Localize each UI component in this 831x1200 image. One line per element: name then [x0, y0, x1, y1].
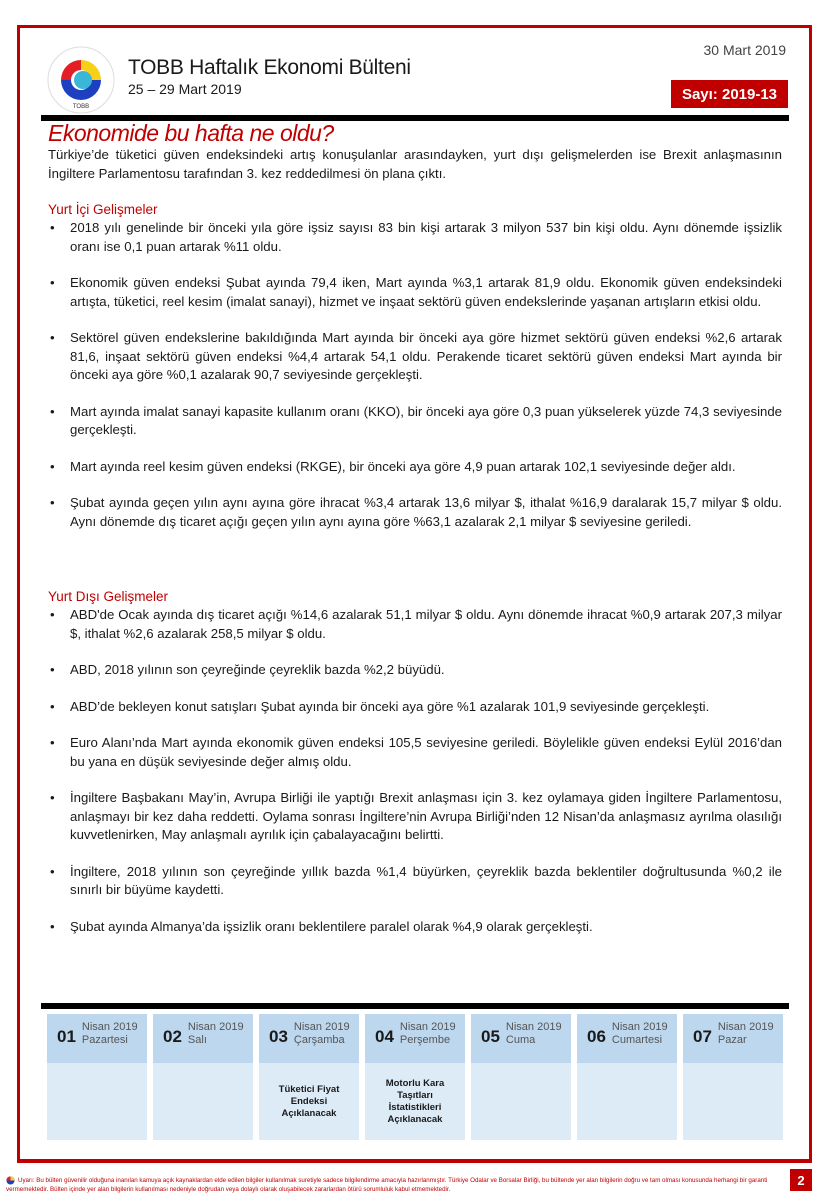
- list-item: • ABD’de bekleyen konut satışları Şubat ayında bir önceki aya göre %1 azalarak 101,9 seviyesinde gerçekleşti.: [48, 698, 782, 717]
- bullet-icon: •: [50, 662, 55, 677]
- bullet-icon: •: [50, 495, 55, 510]
- list-item: • ABD'de Ocak ayında dış ticaret açığı %14,6 azalarak 51,1 milyar $ oldu. Aynı dönemde ihracat %0,9 artarak 207,3 milyar $, ithalat %2,6 azalarak 258,5 milyar $ oldu.: [50, 607, 782, 641]
- day-number: 05: [481, 1027, 500, 1046]
- bullet-icon: •: [50, 458, 55, 474]
- day-event: [47, 1063, 147, 1140]
- bullet-icon: •: [50, 607, 55, 622]
- day-weekday: Cumartesi: [611, 1034, 663, 1046]
- page-number: 2: [790, 1169, 812, 1191]
- intro-paragraph: Türkiye’de tüketici güven endeksindeki artış konuşulanlar arasındayken, yurt dışı gelişmelerden ise Brexit anlaşmasının İngiltere Parlamentosu tarafından 3. kez reddedilmesi ön plana çıktı.: [48, 147, 782, 181]
- calendar-day: [577, 1014, 677, 1140]
- bullet-icon: •: [50, 790, 55, 805]
- list-item: • İngiltere, 2018 yılının son çeyreğinde yıllık bazda %1,4 büyürken, çeyreklik bazda beklentiler doğrultusunda %0,2 ile sınırlı bir büyüme kaydetti.: [50, 863, 782, 897]
- tobb-mini-logo-icon: [6, 1176, 15, 1185]
- bullet-icon: •: [50, 330, 55, 345]
- list-item: • Şubat ayında Almanya’da işsizlik oranı beklentilere paralel olarak %4,9 olarak gerçekleşti.: [48, 918, 782, 937]
- list-item: • ABD, 2018 yılının son çeyreğinde çeyreklik bazda %2,2 büyüdü.: [48, 661, 782, 680]
- day-event: Motorlu Kara Taşıtları İstatistikleri Açıklanacak: [365, 1063, 465, 1140]
- day-number: 04: [375, 1027, 394, 1046]
- list-item: • Mart ayında imalat sanayi kapasite kullanım oranı (KKO), bir önceki aya göre 0,3 puan yükselerek yüzde 74,3 seviyesinde gerçekleşti.: [50, 403, 782, 437]
- foreign-list: [48, 606, 782, 936]
- day-event: [153, 1063, 253, 1140]
- day-number: 06: [587, 1027, 606, 1046]
- day-weekday: Pazar: [717, 1034, 747, 1046]
- day-number: 01: [57, 1027, 76, 1046]
- day-event: [471, 1063, 571, 1140]
- day-weekday: Salı: [187, 1034, 207, 1046]
- calendar-day: [683, 1014, 783, 1140]
- page-headline: Ekonomide bu hafta ne oldu?: [48, 120, 334, 146]
- bullet-icon: •: [50, 403, 55, 419]
- day-weekday: Cuma: [505, 1034, 536, 1046]
- list-item: • Euro Alanı’nda Mart ayında ekonomik güven endeksi 105,5 seviyesine geriledi. Böylelikle güven endeksi Eylül 2016’dan bu yana en düşük seviyesinde değer almış oldu.: [50, 735, 782, 769]
- bullet-icon: •: [50, 698, 55, 714]
- date-range: 25 – 29 Mart 2019: [128, 81, 242, 97]
- day-month: Nisan 2019: [81, 1021, 138, 1033]
- day-month: Nisan 2019: [611, 1021, 668, 1033]
- bullet-icon: •: [50, 918, 55, 934]
- day-number: 07: [693, 1027, 712, 1046]
- domestic-section-title: Yurt İçi Gelişmeler: [48, 202, 158, 217]
- list-item: • Ekonomik güven endeksi Şubat ayında 79,4 iken, Mart ayında %3,1 artarak 81,9 oldu. Ekonomik güven endeksindeki artışta, tüketici, reel kesim (imalat sanayi), hizmet ve inşaat sektörü güven endekslerinde yaşanan artışların etkisi oldu.: [50, 275, 782, 309]
- calendar-day: [259, 1014, 359, 1140]
- bullet-icon: •: [50, 220, 55, 235]
- day-weekday: Çarşamba: [293, 1034, 345, 1046]
- day-month: Nisan 2019: [293, 1021, 350, 1033]
- bullet-icon: •: [50, 275, 55, 290]
- day-month: Nisan 2019: [505, 1021, 562, 1033]
- domestic-list: [48, 219, 782, 531]
- list-item: • Mart ayında reel kesim güven endeksi (RKGE), bir önceki aya göre 4,9 puan artarak 102,1 seviyesinde değer aldı.: [48, 458, 782, 477]
- calendar-day: [47, 1014, 147, 1140]
- day-number: 02: [163, 1027, 182, 1046]
- day-month: Nisan 2019: [717, 1021, 774, 1033]
- issue-badge: Sayı: 2019-13: [671, 80, 788, 108]
- bullet-icon: •: [50, 863, 55, 879]
- calendar-divider: [41, 1003, 789, 1009]
- calendar-day: [153, 1014, 253, 1140]
- footer-disclaimer: Uyarı: Bu bülten güvenilir olduğuna inanılan kamuya açık kaynaklardan elde edilen bilgiler kullanılmak suretiyle sadece bilgilendirme amacıyla hazırlanmıştır. Türkiye Odalar ve Borsalar Birliği, bu bültende yer alan bilgilerin doğru ve tam olması konusunda herhangi bir garanti vermemektedir. Bülten içinde yer alan bilgilerin kullanılması nedeniyle doğrudan veya dolaylı olarak oluşabilecek zararlardan ötürü sorumluluk kabul etmemektedir.: [6, 1177, 768, 1194]
- day-event: [577, 1063, 677, 1140]
- day-month: Nisan 2019: [399, 1021, 456, 1033]
- day-weekday: Pazartesi: [81, 1034, 128, 1046]
- list-item: • Şubat ayında geçen yılın aynı ayına göre ihracat %3,4 artarak 13,6 milyar $, ithalat %16,9 daralarak 15,7 milyar $ oldu. Aynı dönemde dış ticaret açığı geçen yılın aynı ayına göre %63,1 azalarak 2,1 milyar $ seviyesine geriledi.: [50, 495, 782, 529]
- svg-text:TOBB: TOBB: [72, 104, 90, 110]
- publish-date: 30 Mart 2019: [703, 42, 786, 58]
- weekly-calendar: [47, 1014, 783, 1140]
- day-weekday: Perşembe: [399, 1034, 451, 1046]
- bullet-icon: •: [50, 735, 55, 750]
- list-item: • 2018 yılı genelinde bir önceki yıla göre işsiz sayısı 83 bin kişi artarak 3 milyon 537 bin kişi oldu. Aynı dönemde işsizlik oranı ise 0,1 puan artarak %11 oldu.: [50, 220, 782, 254]
- calendar-day: [365, 1014, 465, 1140]
- day-number: 03: [269, 1027, 288, 1046]
- list-item: • Sektörel güven endekslerine bakıldığında Mart ayında bir önceki aya göre hizmet sektörü güven endeksi %2,6 artarak 81,6, inşaat sektörü güven endeksi %4,4 artarak 54,1 oldu. Perakende ticaret sektörü güven endeksi Mart ayında bir önceki aya göre %0,1 azalarak 90,7 seviyesinde gerçekleşti.: [50, 330, 782, 382]
- foreign-section-title: Yurt Dışı Gelişmeler: [48, 589, 169, 604]
- tobb-logo-icon: [47, 46, 115, 114]
- day-event: Tüketici Fiyat Endeksi Açıklanacak: [259, 1063, 359, 1140]
- day-month: Nisan 2019: [187, 1021, 244, 1033]
- list-item: • İngiltere Başbakanı May’in, Avrupa Birliği ile yaptığı Brexit anlaşması için 3. kez oylamaya giden İngiltere Parlamentosu, anlaşmayı bir kez daha reddetti. Oylama sonrası İngiltere’nin Avrupa Birliği’nden 12 Nisan’da anlaşmasız ayrılma olasılığı kuvvetlenirken, May anlaşmalı ayrılık için çabalayacağını belirtti.: [50, 790, 782, 842]
- bulletin-title: TOBB Haftalık Ekonomi Bülteni: [128, 56, 411, 79]
- calendar-day: [471, 1014, 571, 1140]
- day-event: [683, 1063, 783, 1140]
